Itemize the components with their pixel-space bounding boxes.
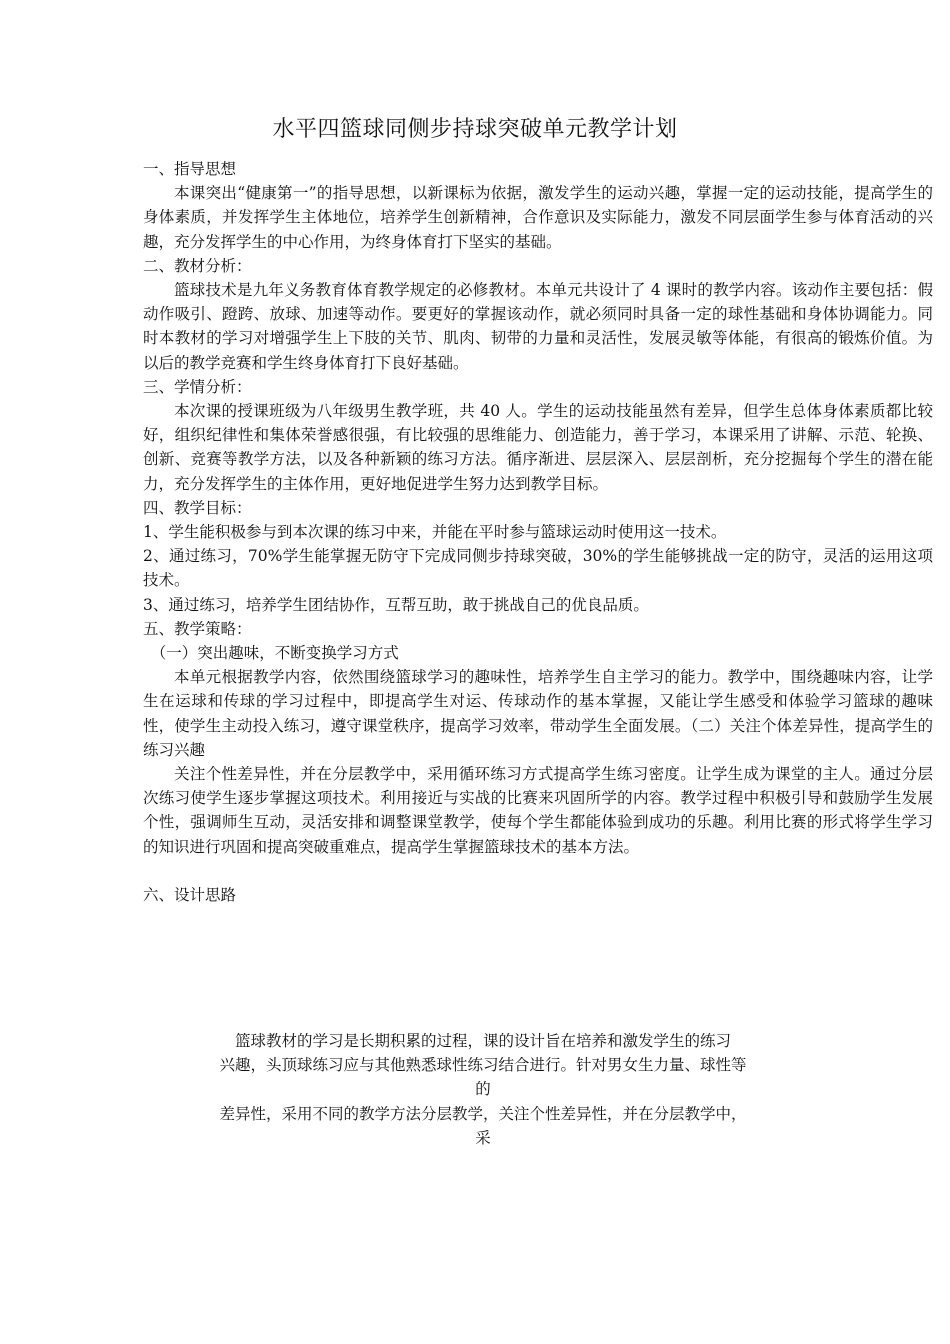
- teaching-goal-item-1: 1、学生能积极参与到本次课的练习中来，并能在平时参与篮球运动时使用这一技术。: [143, 523, 727, 542]
- section-heading-teaching-goals: 四、教学目标：: [143, 498, 252, 517]
- design-idea-line-2: 兴趣，头顶球练习应与其他熟悉球性练习结合进行。针对男女生力量、球性等: [219, 1056, 747, 1075]
- design-idea-body: [143, 1029, 823, 1150]
- section-heading-guiding-ideology: 一、指导思想: [143, 160, 237, 178]
- strategy-body-1: 本单元根据教学内容，依然围绕篮球学习的趣味性，培养学生自主学习的能力。教学中，围绕趣味内容，让学生在运球和传球的学习过程中，即提高学生对运、传球动作的基本掌握，又能让学生感受和体验学习篮球的趣味性，使学生主动投入练习，遵守课堂秩序，提高学习效率，带动学生全面发展。（二）关注个体差异性，提高学生的练习兴趣: [143, 668, 933, 759]
- paragraph-gap: [143, 859, 933, 883]
- strategy-subheading-1: （一）突出趣味，不断变换学习方式: [150, 644, 399, 663]
- design-idea-line-3: 的: [475, 1080, 491, 1099]
- section-heading-student-analysis: 三、学情分析：: [143, 377, 252, 396]
- document-body: [143, 157, 933, 907]
- teaching-goal-item-2: 2、通过练习，70%学生能掌握无防守下完成同侧步持球突破，30%的学生能够挑战一定的防守，灵活的运用这项技术。: [143, 547, 933, 590]
- section-body-guiding-ideology: 本课突出“健康第一”的指导思想，以新课标为依据，激发学生的运动兴趣，掌握一定的运动技能，提高学生的身体素质，并发挥学生主体地位，培养学生创新精神，合作意识及实际能力，激发不同层面学生参与体育活动的兴趣，充分发挥学生的中心作用，为终身体育打下坚实的基础。: [143, 184, 933, 251]
- teaching-goal-item-3: 3、通过练习，培养学生团结协作，互帮互助，敢于挑战自己的优良品质。: [143, 595, 649, 614]
- section-heading-design-idea: 六、设计思路: [143, 885, 237, 904]
- design-idea-line-1: 篮球教材的学习是长期积累的过程，课的设计旨在培养和激发学生的练习: [234, 1032, 731, 1050]
- section-heading-teaching-strategy: 五、教学策略：: [143, 619, 252, 638]
- design-idea-line-5: 采: [475, 1128, 491, 1147]
- strategy-body-2: 关注个性差异性，并在分层教学中，采用循环练习方式提高学生练习密度。让学生成为课堂的主人。通过分层次练习使学生逐步掌握这项技术。利用接近与实战的比赛来巩固所学的内容。教学过程中积极引导和鼓励学生发展个性，强调师生互动，灵活安排和调整课堂教学，使每个学生都能体验到成功的乐趣。利用比赛的形式将学生学习的知识进行巩固和提高突破重难点，提高学生掌握篮球技术的基本方法。: [143, 765, 933, 856]
- section-heading-material-analysis: 二、教材分析：: [143, 256, 252, 275]
- document-title: 水平四篮球同侧步持球突破单元教学计划: [272, 117, 678, 142]
- design-idea-line-4: 差异性，采用不同的教学方法分层教学，关注个性差异性，并在分层教学中，: [219, 1104, 747, 1123]
- section-body-student-analysis: 本次课的授课班级为八年级男生教学班，共 40 人。学生的运动技能虽然有差异，但学生总体身体素质都比较好，组织纪律性和集体荣誉感很强，有比较强的思维能力、创造能力，善于学习，本课采用了讲解、示范、轮换、创新、竞赛等教学方法，以及各种新颖的练习方法。循序渐进、层层深入、层层剖析，充分挖掘每个学生的潜在能力，充分发挥学生的主体作用，更好地促进学生努力达到教学目标。: [143, 402, 933, 493]
- section-body-material-analysis: 篮球技术是九年义务教育体育教学规定的必修教材。本单元共设计了 4 课时的教学内容。该动作主要包括：假动作吸引、蹬跨、放球、加速等动作。要更好的掌握该动作，就必须同时具备一定的球性基础和身体协调能力。同时本教材的学习对增强学生上下肢的关节、肌肉、韧带的力量和灵活性，发展灵敏等体能，有很高的锻炼价值。为以后的教学竞赛和学生终身体育打下良好基础。: [143, 281, 933, 372]
